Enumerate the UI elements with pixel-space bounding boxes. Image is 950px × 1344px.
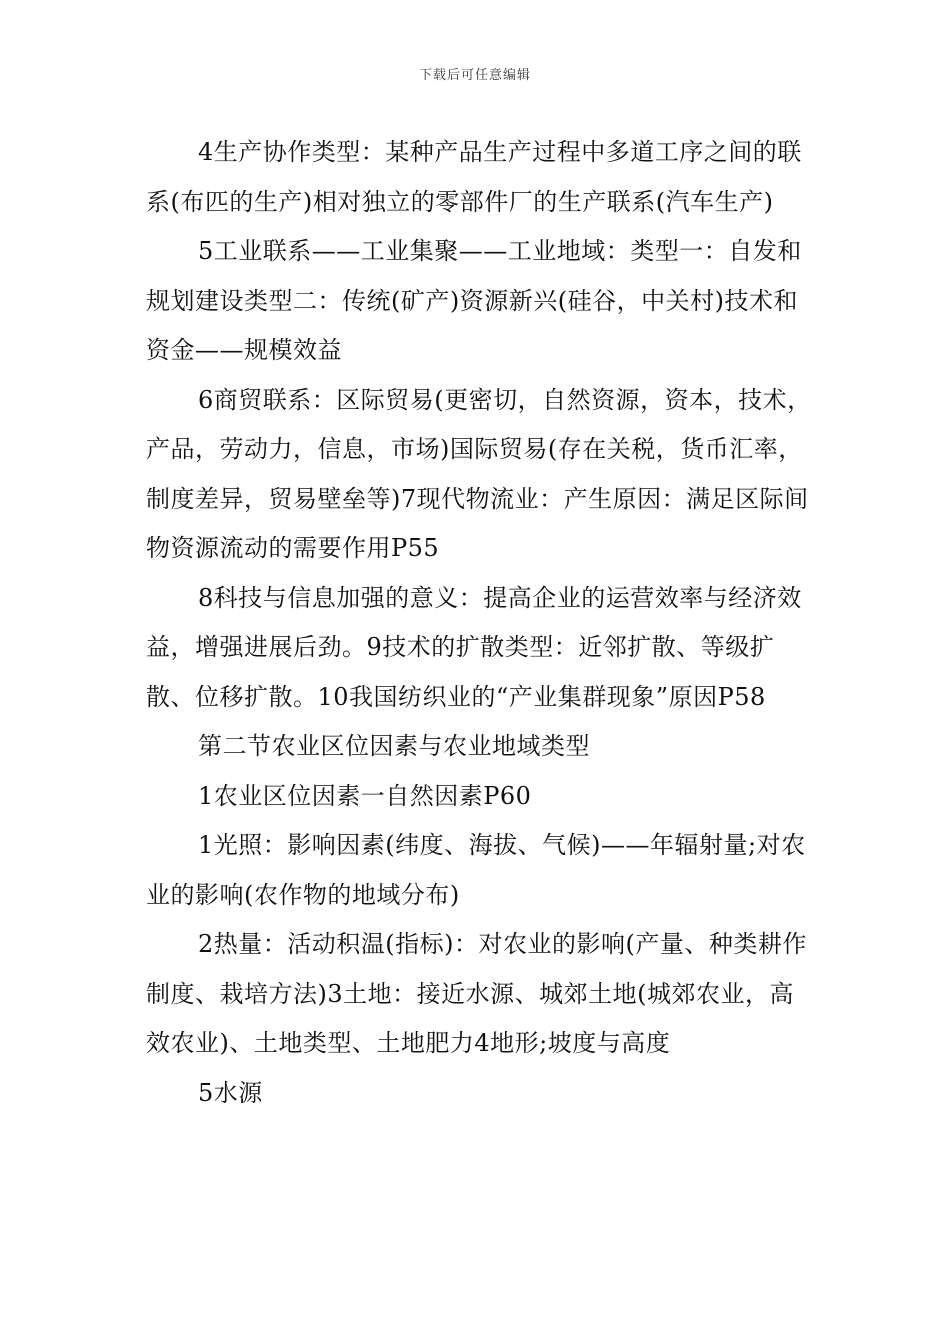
paragraph: 2热量：活动积温(指标)：对农业的影响(产量、种类耕作制度、栽培方法)3土地：接近水源、城郊土地(城郊农业，高效农业)、土地类型、土地肥力4地形;坡度与高度 — [146, 930, 807, 1057]
document-body — [146, 128, 816, 1118]
paragraph: 1光照：影响因素(纬度、海拔、气候)——年辐射量;对农业的影响(农作物的地域分布) — [146, 831, 806, 909]
paragraph: 5工业联系——工业集聚——工业地域：类型一：自发和规划建设类型二：传统(矿产)资源新兴(硅谷，中关村)技术和资金——规模效益 — [146, 237, 802, 364]
paragraph: 6商贸联系：区际贸易(更密切，自然资源，资本，技术，产品，劳动力，信息，市场)国际贸易(存在关税，货币汇率，制度差异，贸易壁垒等)7现代物流业：产生原因：满足区际间物资源流动的需要作用P55 — [146, 385, 812, 562]
page-header: 下载后可任意编辑 — [418, 68, 531, 83]
paragraph: 4生产协作类型：某种产品生产过程中多道工序之间的联系(布匹的生产)相对独立的零部件厂的生产联系(汽车生产) — [146, 138, 802, 216]
paragraph: 5水源 — [198, 1078, 263, 1107]
paragraph: 1农业区位因素一自然因素P60 — [198, 781, 532, 810]
paragraph: 8科技与信息加强的意义：提高企业的运营效率与经济效益，增强进展后劲。9技术的扩散类型：近邻扩散、等级扩散、位移扩散。10我国纺织业的“产业集群现象”原因P58 — [146, 583, 802, 711]
section-heading: 第二节农业区位因素与农业地域类型 — [198, 732, 590, 760]
